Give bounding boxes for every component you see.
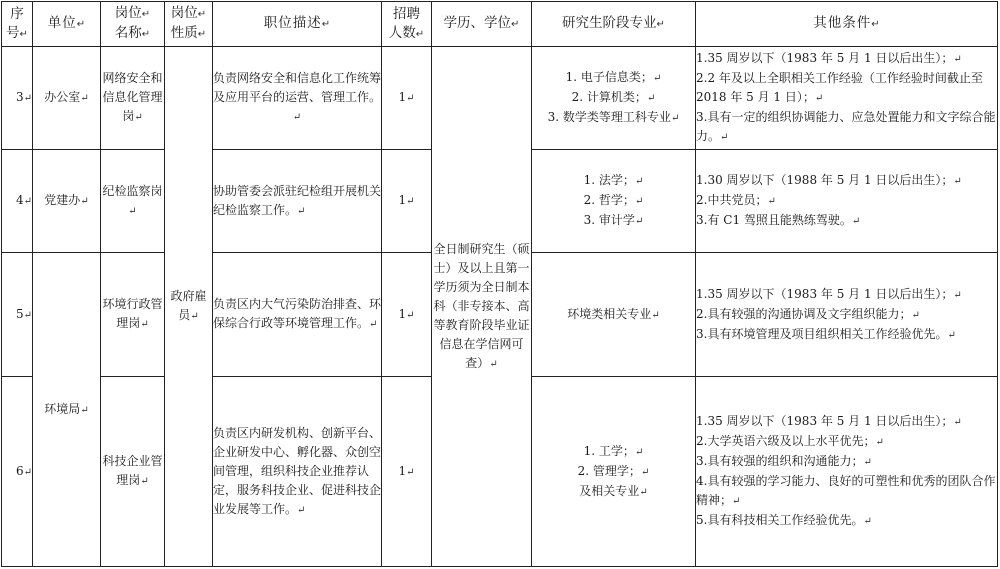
row-count: 1↵ (382, 47, 432, 150)
job-posting-table (1, 1, 998, 567)
row-description: 负责区内研发机构、创新平台、企业研发中心、孵化器、众创空间管理，组织科技企业推荐认定，服务科技企业、促进科技企业发展等工作。↵ (213, 377, 382, 567)
row-unit: 党建办↵ (33, 150, 101, 253)
header-major: 研究生阶段专业↵ (532, 2, 696, 47)
table-header (2, 2, 998, 47)
row-count: 1↵ (382, 253, 432, 377)
row-majors: 1. 法学；↵ 2. 哲学；↵ 3. 审计学↵ (532, 150, 696, 253)
header-post-name: 岗位↵ 名称↵ (101, 2, 165, 47)
row-post-name: 环境行政管理岗↵ (101, 253, 165, 377)
header-unit: 单位↵ (33, 2, 101, 47)
row-count: 1↵ (382, 150, 432, 253)
row-post-name: 网络安全和信息化管理岗↵ (101, 47, 165, 150)
header-education: 学历、学位↵ (432, 2, 532, 47)
row-unit: 办公室↵ (33, 47, 101, 150)
row-conditions: 1.35 周岁以下（1983 年 5 月 1 日以后出生）；↵ 2.大学英语六级及以上水平优先；↵ 3.具有较强的组织和沟通能力；↵ 4.具有较强的学习能力、良好的可塑性和优秀的团队合作精神；↵ 5.具有科技相关工作经验优先。↵ (696, 377, 998, 567)
row-unit-merged: 环境局↵ (33, 253, 101, 567)
education-requirement-shared: 全日制研究生（硕士）及以上且第一学历须为全日制本科（非专接本、高等教育阶段毕业证信息在学信网可查）↵ (432, 47, 532, 567)
row-description: 负责网络安全和信息化工作统筹及应用平台的运营、管理工作。↵ (213, 47, 382, 150)
row-post-name: 纪检监察岗↵ (101, 150, 165, 253)
header-seq: 序 号↵ (2, 2, 33, 47)
table-row (2, 47, 998, 150)
row-conditions: 1.35 周岁以下（1983 年 5 月 1 日以后出生）；↵ 2.具有较强的沟通协调及文字组织能力；↵ 3.具有环境管理及项目组织相关工作经验优先。↵ (696, 253, 998, 377)
row-conditions: 1.35 周岁以下（1983 年 5 月 1 日以后出生）；↵ 2.2 年及以上全职相关工作经验（工作经验时间截止至 2018 年 5 月 1 日）；↵ 3.具有一定的组织协调能力、应急处置能力和文字综合能力。↵ (696, 47, 998, 150)
post-nature-shared: 政府雇员↵ (165, 47, 213, 567)
header-other: 其他条件↵ (696, 2, 998, 47)
row-seq: 6↵ (2, 377, 33, 567)
row-majors: 环境类相关专业↵ (532, 253, 696, 377)
header-count: 招聘 人数↵ (382, 2, 432, 47)
row-majors: 1. 电子信息类；↵ 2. 计算机类；↵ 3. 数学类等理工科专业↵ (532, 47, 696, 150)
row-seq: 5↵ (2, 253, 33, 377)
row-seq: 3↵ (2, 47, 33, 150)
row-majors: 1. 工学；↵ 2. 管理学；↵ 及相关专业↵ (532, 377, 696, 567)
row-description: 负责区内大气污染防治排查、环保综合行政等环境管理工作。↵ (213, 253, 382, 377)
row-count: 1↵ (382, 377, 432, 567)
header-post-nature: 岗位↵ 性质↵ (165, 2, 213, 47)
row-seq: 4↵ (2, 150, 33, 253)
row-description: 协助管委会派驻纪检组开展机关纪检监察工作。↵ (213, 150, 382, 253)
header-description: 职位描述↵ (213, 2, 382, 47)
row-conditions: 1.30 周岁以下（1988 年 5 月 1 日以后出生）；↵ 2.中共党员；↵ 3.有 C1 驾照且能熟练驾驶。↵ (696, 150, 998, 253)
row-post-name: 科技企业管理岗↵ (101, 377, 165, 567)
